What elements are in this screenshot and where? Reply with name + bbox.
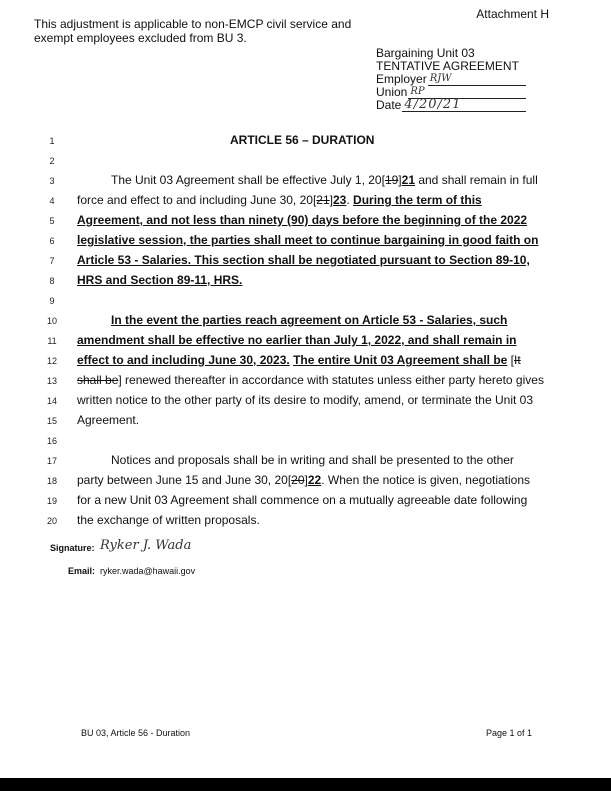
deleted-text: 21	[316, 193, 330, 207]
email-value: ryker.wada@hawaii.gov	[100, 566, 196, 576]
footer-page-number: Page 1 of 1	[485, 728, 532, 738]
bargaining-unit-label: Bargaining Unit 03	[376, 46, 475, 60]
line-row	[0, 393, 611, 413]
line-row	[0, 293, 611, 313]
line-number: 4	[49, 196, 55, 206]
line-number: 18	[46, 476, 57, 486]
inserted-text: 21	[401, 173, 415, 187]
line-row	[0, 153, 611, 173]
deleted-text: 19	[384, 173, 399, 187]
inserted-text: 22	[307, 473, 322, 487]
line-text: effect to and including June 30, 2023. The entire Unit 03 Agreement shall be [It	[77, 353, 521, 367]
line-number: 20	[46, 516, 57, 526]
line-number: 3	[49, 176, 55, 186]
line-number: 10	[46, 316, 57, 326]
line-number: 12	[46, 356, 57, 366]
line-text: Agreement.	[77, 413, 140, 427]
line-row	[0, 133, 611, 153]
date-label: Date	[376, 98, 402, 112]
line-row	[0, 313, 611, 333]
line-text: for a new Unit 03 Agreement shall commence on a mutually agreeable date following	[77, 493, 528, 507]
line-row	[0, 413, 611, 433]
deleted-text: shall be	[77, 373, 119, 387]
inserted-text: effect to and including June 30, 2023.	[77, 353, 290, 367]
employer-initials: RJW	[429, 73, 452, 84]
line-text: force and effect to and including June 30, 20[21]23. During the term of this	[77, 193, 482, 207]
inserted-text: Article 53 - Salaries. This section shall be negotiated pursuant to Section 89-10,	[77, 253, 530, 267]
line-number: 15	[46, 416, 57, 426]
inserted-text: 23	[333, 193, 347, 207]
line-row	[0, 433, 611, 453]
inserted-text: HRS and Section 89-11, HRS.	[77, 273, 243, 287]
line-number: 8	[49, 276, 55, 286]
line-number: 5	[49, 216, 55, 226]
deleted-text: 20	[291, 473, 305, 487]
line-number: 11	[47, 336, 57, 346]
line-row	[0, 173, 611, 193]
line-number: 2	[49, 156, 55, 166]
inserted-text: Agreement, and not less than ninety (90) days before the beginning of the 2022	[77, 213, 528, 227]
inserted-text: During the term of this	[353, 193, 482, 207]
line-text: written notice to the other party of its desire to modify, amend, or terminate the Unit 03	[77, 393, 533, 407]
inserted-text: legislative session, the parties shall meet to continue bargaining in good faith on	[77, 233, 539, 247]
line-number: 7	[49, 256, 55, 266]
inserted-text: The entire Unit 03 Agreement shall be	[293, 353, 508, 367]
line-text: The Unit 03 Agreement shall be effective July 1, 20[19]21 and shall remain in full	[111, 173, 538, 187]
line-text: the exchange of written proposals.	[77, 513, 260, 527]
line-text: Notices and proposals shall be in writing and shall be presented to the other	[111, 453, 514, 467]
line-row	[0, 233, 611, 253]
inserted-text: In the event the parties reach agreement on Article 53 - Salaries, such	[111, 313, 508, 327]
line-row	[0, 273, 611, 293]
line-row	[0, 493, 611, 513]
line-row	[0, 333, 611, 353]
line-text	[77, 313, 507, 327]
line-row	[0, 353, 611, 373]
line-number: 17	[46, 456, 57, 466]
line-number: 19	[46, 496, 57, 506]
employer-label: Employer	[376, 72, 427, 86]
ta-title: TENTATIVE AGREEMENT	[376, 59, 519, 73]
line-number: 1	[49, 136, 55, 146]
line-row	[0, 373, 611, 393]
deleted-text: It	[514, 353, 521, 367]
line-number: 13	[46, 376, 57, 386]
line-row	[0, 193, 611, 213]
line-number: 16	[46, 436, 57, 446]
line-row	[0, 473, 611, 493]
line-row	[0, 253, 611, 273]
signature-label: Signature:	[50, 543, 95, 553]
article-title: ARTICLE 56 – DURATION	[230, 133, 375, 147]
line-text: shall be] renewed thereafter in accordance with statutes unless either party hereto gives	[77, 373, 544, 387]
union-initials: RP	[410, 86, 425, 97]
line-number: 9	[49, 296, 55, 306]
footer-document-name: BU 03, Article 56 - Duration	[81, 728, 191, 738]
tentative-agreement-block	[376, 47, 526, 112]
line-number: 14	[46, 396, 57, 406]
date-value: 4/20/21	[404, 97, 462, 112]
line-row	[0, 513, 611, 533]
date-line	[376, 99, 526, 112]
line-text: party between June 15 and June 30, 20[20]22. When the notice is given, negotiations	[77, 473, 531, 487]
attachment-label: Attachment H	[476, 7, 549, 21]
applicability-note: This adjustment is applicable to non-EMCP civil service and exempt employees excluded from BU 3.	[34, 17, 352, 45]
inserted-text: amendment shall be effective no earlier than July 1, 2022, and shall remain in	[77, 333, 517, 347]
line-row	[0, 213, 611, 233]
signature-name: Ryker J. Wada	[100, 538, 192, 553]
email-label: Email:	[68, 566, 96, 576]
line-row	[0, 453, 611, 473]
line-number: 6	[49, 236, 55, 246]
union-label: Union	[376, 85, 408, 99]
